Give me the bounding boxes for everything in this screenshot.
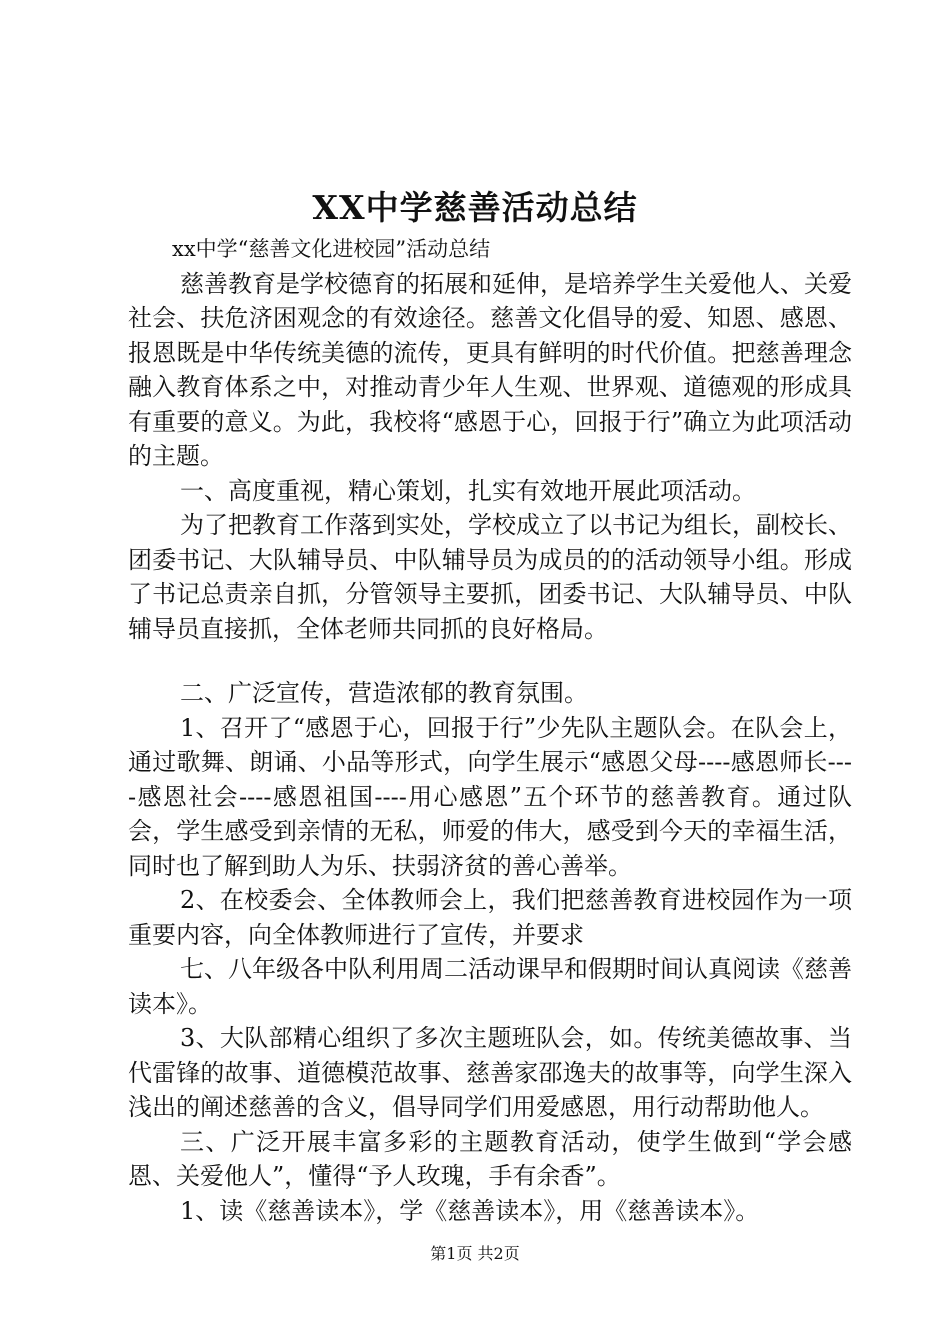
paragraph-intro: 慈善教育是学校德育的拓展和延伸，是培养学生关爱他人、关爱社会、扶危济困观念的有效途径。慈善文化倡导的爱、知恩、感恩、报恩既是中华传统美德的流传，更具有鲜明的时代价值。把慈善理念融入教育体系之中，对推动青少年人生观、世界观、道德观的形成具有重要的意义。为此，我校将“感恩于心，回报于行”确立为此项活动的主题。 — [128, 269, 852, 470]
paragraph-item-2: 2、在校委会、全体教师会上，我们把慈善教育进校园作为一项重要内容，向全体教师进行了宣传，并要求 — [128, 886, 852, 949]
paragraph-item-3-1: 1、读《慈善读本》，学《慈善读本》，用《慈善读本》。 — [180, 1196, 760, 1225]
document-title: XX中学慈善活动总结 — [312, 188, 638, 227]
document-body — [128, 232, 852, 1228]
document-subtitle: xx中学“慈善文化进校园”活动总结 — [172, 237, 491, 261]
section-heading-1: 一、高度重视，精心策划，扎实有效地开展此项活动。 — [180, 476, 756, 505]
paragraph-item-3: 3、大队部精心组织了多次主题班队会，如。传统美德故事、当代雷锋的故事、道德模范故事、慈善家邵逸夫的故事等，向学生深入浅出的阐述慈善的含义，倡导同学们用爱感恩，用行动帮助他人。 — [128, 1024, 852, 1121]
paragraph-item-1: 1、召开了“感恩于心，回报于行”少先队主题队会。在队会上，通过歌舞、朗诵、小品等形式，向学生展示“感恩父母----感恩师长----感恩社会----感恩祖国----用心感恩”五个环节的慈善教育。通过队会，学生感受到亲情的无私，师爱的伟大，感受到今天的幸福生活，同时也了解到助人为乐、扶弱济贫的善心善举。 — [128, 713, 852, 880]
paragraph-spacer — [128, 646, 852, 676]
page-number-footer: 第1页 共2页 — [430, 1244, 520, 1263]
section-heading-3: 三、广泛开展丰富多彩的主题教育活动，使学生做到“学会感恩、关爱他人”，懂得“予人玫瑰，手有余香”。 — [128, 1127, 852, 1190]
paragraph-leadership: 为了把教育工作落到实处，学校成立了以书记为组长，副校长、团委书记、大队辅导员、中队辅导员为成员的的活动领导小组。形成了书记总责亲自抓，分管领导主要抓，团委书记、大队辅导员、中队辅导员直接抓，全体老师共同抓的良好格局。 — [128, 511, 852, 643]
paragraph-item-2-continued: 七、八年级各中队利用周二活动课早和假期时间认真阅读《慈善读本》。 — [128, 955, 852, 1018]
section-heading-2: 二、广泛宣传，营造浓郁的教育氛围。 — [180, 679, 588, 707]
